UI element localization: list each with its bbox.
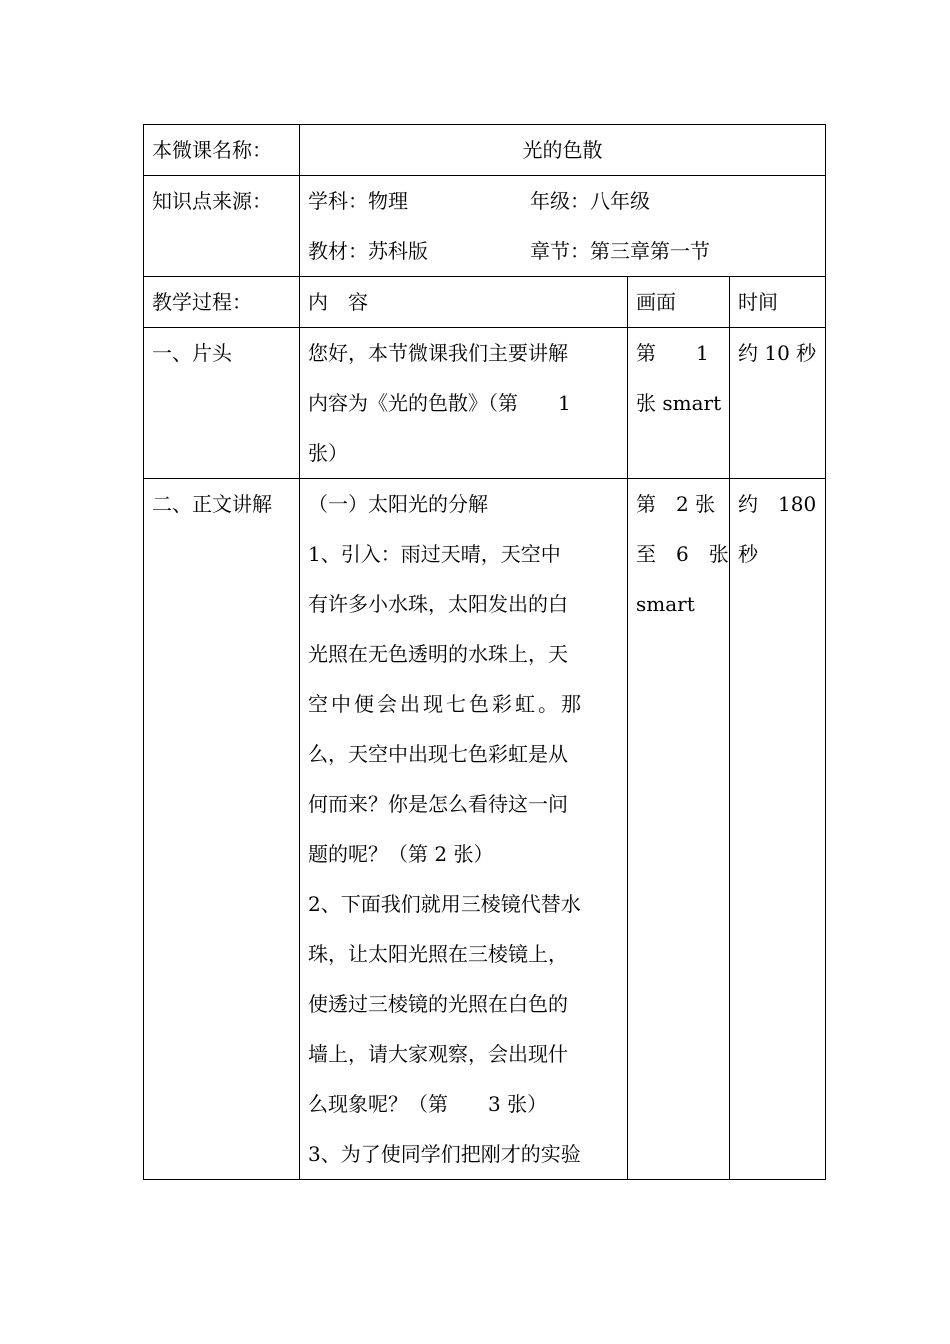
title-row bbox=[144, 125, 826, 176]
stage-label: 二、正文讲解 bbox=[144, 479, 300, 1180]
screen-cell bbox=[628, 328, 730, 479]
content-line: 空中便会出现七色彩虹。那 bbox=[308, 692, 584, 716]
time-line: 秒 bbox=[738, 542, 758, 566]
chapter-text: 章节：第三章第一节 bbox=[530, 239, 710, 263]
section-row-opening bbox=[144, 328, 826, 479]
time-cell: 约 10 秒 bbox=[730, 328, 826, 479]
lesson-title: 光的色散 bbox=[300, 125, 826, 176]
content-line: 有许多小水珠，太阳发出的白 bbox=[308, 592, 568, 616]
lesson-table bbox=[143, 124, 826, 1180]
section-row-main bbox=[144, 479, 826, 1180]
content-line: 光照在无色透明的水珠上，天 bbox=[308, 642, 568, 666]
subject-text: 学科：物理 bbox=[308, 189, 408, 213]
content-line: 么现象呢？（第 3 张） bbox=[308, 1092, 548, 1116]
content-line: 您好，本节微课我们主要讲解 bbox=[308, 341, 568, 365]
content-line: 么，天空中出现七色彩虹是从 bbox=[308, 742, 568, 766]
content-line: 墙上，请大家观察，会出现什 bbox=[308, 1042, 568, 1066]
content-line: （一）太阳光的分解 bbox=[308, 492, 488, 516]
header-time: 时间 bbox=[730, 277, 826, 328]
time-line: 约 180 bbox=[738, 492, 817, 516]
source-row bbox=[144, 176, 826, 277]
header-screen: 画面 bbox=[628, 277, 730, 328]
content-line: 2、下面我们就用三棱镜代替水 bbox=[308, 892, 581, 916]
screen-line: smart bbox=[636, 592, 695, 616]
content-line: 1、引入：雨过天晴，天空中 bbox=[308, 542, 561, 566]
screen-line: 张 smart bbox=[636, 391, 722, 415]
content-line: 珠，让太阳光照在三棱镜上， bbox=[308, 942, 568, 966]
content-cell bbox=[300, 479, 628, 1180]
content-line: 何而来？你是怎么看待这一问 bbox=[308, 792, 568, 816]
content-line: 内容为《光的色散》（第 1 bbox=[308, 391, 571, 415]
content-line: 题的呢？（第 2 张） bbox=[308, 842, 494, 866]
textbook-text: 教材：苏科版 bbox=[308, 239, 428, 263]
header-row bbox=[144, 277, 826, 328]
stage-label: 一、片头 bbox=[144, 328, 300, 479]
screen-line: 至 6 张 bbox=[636, 542, 729, 566]
header-process: 教学过程： bbox=[144, 277, 300, 328]
content-line: 张） bbox=[308, 441, 348, 465]
content-line: 3、为了使同学们把刚才的实验 bbox=[308, 1142, 581, 1166]
content-line: 使透过三棱镜的光照在白色的 bbox=[308, 992, 568, 1016]
screen-line: 第 2 张 bbox=[636, 492, 716, 516]
title-label: 本微课名称： bbox=[144, 125, 300, 176]
source-label: 知识点来源： bbox=[144, 176, 300, 277]
time-cell bbox=[730, 479, 826, 1180]
screen-line: 第 1 bbox=[636, 341, 709, 365]
header-content: 内 容 bbox=[300, 277, 628, 328]
screen-cell bbox=[628, 479, 730, 1180]
grade-text: 年级：八年级 bbox=[530, 189, 650, 213]
content-cell bbox=[300, 328, 628, 479]
source-details bbox=[300, 176, 826, 277]
